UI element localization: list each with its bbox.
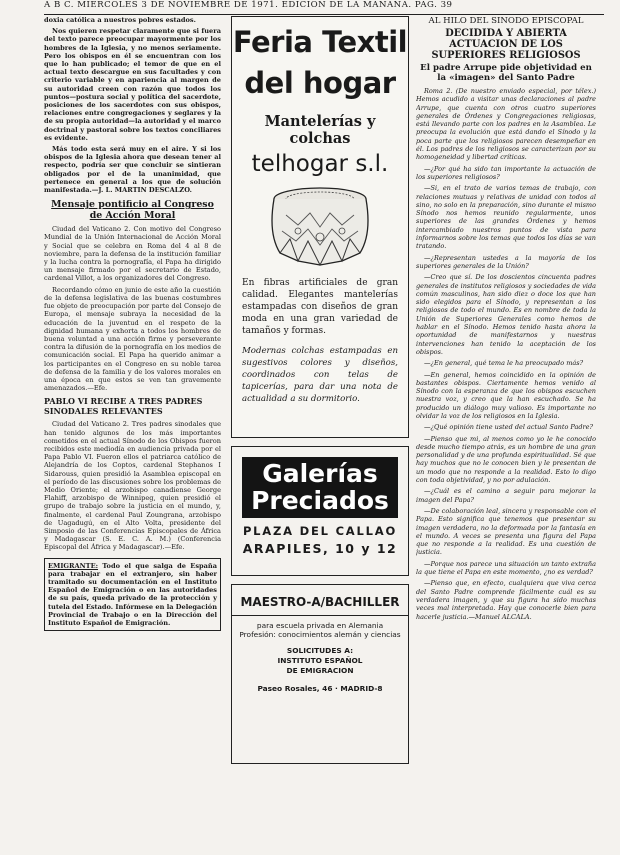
ad-title-line2: del hogar [244, 66, 396, 100]
right-paragraph: —Pienso que, en efecto, cualquiera que viva cerca del Santo Padre comprende fácilmente cuál es su verdadera imagen, y que su figura ha sido muchas veces mal interpretada. Hay que conocerle bien para hacerle justicia.—Manuel ALCALA. [416, 579, 596, 621]
right-paragraph: Roma 2. (De nuestro enviado especial, por télex.) Hemos acudido a visitar unas declaraciones al padre Arrupe, que cuenta con otros cuatro superiores generales de Órdenes y Congregaciones religiosas, está llevando parte con los padres en la Asamblea. Le preocupa la evolución que está dando el Sínodo y la poca parte que los religiosos parecen desempeñar en él. Los padres de los religiosos se caracterizan por su homogeneidad y libertad críticas. [416, 87, 596, 162]
left-headline-congress [44, 199, 221, 221]
left-headline-text: Mensaje pontificio al Congreso de Acción Moral [51, 199, 214, 222]
left-paragraph: doxia católica a nuestros pobres estados. [44, 16, 196, 24]
right-question: —Porque nos parece una situación un tanto extraña la que tiene el Papa en este momento, ¿no es verdad? [416, 559, 596, 577]
ad-title-line1: Feria Textil [232, 25, 408, 59]
maestro-ad-line: SOLICITUDES A: [286, 645, 354, 655]
right-question: —¿Representan ustedes a la mayoría de los superiores generales de la Unión? [416, 253, 596, 270]
tablecloth-illustration [258, 179, 382, 271]
right-subheadline: El padre Arrupe pide objetividad en la «imagen» del Santo Padre [420, 63, 592, 83]
right-column [416, 16, 596, 842]
maestro-bachiller-ad [231, 584, 409, 764]
right-paragraph: —De colaboración leal, sincera y responsable con el Papa. Esto significa que tenemos que presentar su imagen verdadera, no la deformada por la fantasía en el mundo. A veces se presenta una figura del Papa que no responde a la realidad. Es una cuestión de justicia. [416, 506, 596, 557]
emigrant-notice-text: Todo el que salga de España para trabajar en el extranjero, sin haber tramitado su documentación en el Instituto Español de Emigración o en las autoridades de su país, queda privado de la protección y tutela del Estado. Infórmese en la Delegación Provincial de Trabajo o en la Dirección del Instituto Español de Emigración. [48, 561, 217, 627]
maestro-ad-line: DE EMIGRACION [286, 666, 354, 675]
galerias-address-line2: ARAPILES, 10 y 12 [242, 541, 398, 556]
ad-italic-body: Modernas colchas estampadas en sugestivos colores y diseños, coordinados con telas de tapicerías, para dar una nota de actualidad a su dormitorio. [242, 346, 398, 404]
galerias-preciados-ad [231, 446, 409, 576]
ad-brand: telhogar s.l. [251, 151, 389, 177]
right-headline: DECIDIDA Y ABIERTA ACTUACION DE LOS SUPERIORES RELIGIOSOS [431, 28, 581, 61]
right-paragraph: —Si, en el trato de varios temas de trabajo, con relaciones mutuas y relativas de unidad con todos al sino, no solo en la preparación, sino durante el mismo Sínodo nos hemos reunido regularmente, unos superiores de las grandes Órdenes y hemos intercambiado nuestros puntos de vista para informarnos sobre los temas que todos los días se van tratando. [416, 184, 596, 251]
left-column [44, 16, 221, 842]
ad-body: En fibras artificiales de gran calidad. Elegantes mantelerías estampadas con diseños de gran moda en una gran variedad de tamaños y formas. [242, 278, 398, 336]
left-paragraph: Recordando cómo en junio de este año la cuestión de la defensa legislativa de las buenas costumbres fue objeto de preocupación por parte del Consejo de Europa, el mensaje subraya la necesidad de la educación de la juventud en el respeto de la dignidad humana y exhorta a todos los hombres de buena voluntad a una acción firme y perseverante contra la difusión de la pornografía en los medios de comunicación social. El Papa ha querido animar a los participantes en el Congreso en su noble tarea de defensa de la familia y de los valores morales en una época en que estos se ven tan gravemente amenazados.—Efe. [44, 285, 221, 393]
right-paragraph: —Pienso que mi, al menos como yo le he conocido desde mucho tiempo atrás, es un hombre de una gran personalidad y de una profunda espiritualidad. Sé que hay muchos que no le conocen bien y le presentan de un modo que no responde a la realidad. Esto lo digo con toda objetividad, y no por adulación. [416, 434, 596, 485]
right-paragraph: —En general, hemos coincidido en la opinión de bastantes obispos. Ciertamente hemos venido al Sínodo con la esperanza de que los obispos escuchen nuestra voz, y creo que la han escuchado. Se ha producido un diálogo muy valioso. Es importante no olvidar la voz de los religiosos en la Iglesia. [416, 370, 596, 420]
emigrant-notice-box [44, 558, 221, 632]
galerias-logo-band [242, 457, 398, 518]
maestro-ad-line: INSTITUTO ESPAÑOL [277, 656, 363, 666]
right-question: —¿Cuál es el camino a seguir para mejorar la imagen del Papa? [416, 487, 596, 504]
ad-products: Mantelerías y colchas [264, 113, 376, 147]
page-header: A B C. MIERCOLES 3 DE NOVIEMBRE DE 1971. EDICION DE LA MAÑANA. PAG. 39 [44, 0, 604, 15]
galerias-name-line2: Preciados [251, 486, 389, 515]
left-headline-paul-vi: PABLO VI RECIBE A TRES PADRES SINODALES RELEVANTES [44, 396, 203, 416]
maestro-ad-line: Profesión: conocimientos alemán y ciencias [239, 630, 401, 640]
galerias-address-line1: PLAZA DEL CALLAO [242, 524, 398, 538]
feria-textil-ad [231, 16, 409, 438]
emigrant-notice-lead: EMIGRANTE: [48, 561, 99, 570]
right-kicker: AL HILO DEL SINODO EPISCOPAL [428, 16, 584, 26]
left-paragraph: Ciudad del Vaticano 2. Con motivo del Congreso Mundial de la Unión Internacional de Acción Moral y Social que se celebra en Roma del 4 al 8 de noviembre, para la defensa de la institución familiar y la lucha contra la pornografía, el Papa ha dirigido un mensaje firmado por el secretario de Estado, cardenal Villot, a los organizadores del Congreso. [44, 225, 221, 283]
left-paragraph: Ciudad del Vaticano 2. Tres padres sinodales que han tenido algunos de los más importantes cometidos en el actual Sínodo de los Obispos fueron recibidos este mediodía en audiencia privada por el Papa Pablo VI. Fueron ellos el patriarca católico de Alejandría de los Coptos, cardenal Stephanos I Sidarouss, quien presidió la Asamblea episcopal en el período de las discusiones sobre los problemas de Medio Oriente; el arzobispo canadiense George Flahiff, arzobispo de Winnipeg, quien presidió el grupo de trabajo sobre la justicia en el mundo, y, finalmente, el cardenal Paul Zoungrana, arzobispo de Uagadugú, en el Alto Volta, presidente del Simposio de las Conferencias Episcopales de África y Madagascar (S. E. C. A. M.) (Conferencia Episcopal del África y Madagascar).—Efe. [44, 420, 221, 552]
maestro-ad-line: Paseo Rosales, 46 · MADRID-8 [257, 683, 383, 693]
right-question: —¿En general, qué tema le ha preocupado más? [424, 359, 584, 368]
maestro-ad-line: para escuela privada en Alemania [256, 621, 384, 630]
galerias-name-line1: Galerías [262, 459, 378, 488]
left-paragraph: Nos quieren respetar claramente que si fuera del texto parece preocupar mayormente por los hombres de la Iglesia, y no menos seriamente. Pero los obispos en él se encuentran con los que lo han publicado; el temor de que en el actual texto descargue en sus facultades y con criterio variable y en apariencia al margen de su autoridad creen con razón que todos los puntos—postura social y política del sacerdote, posiciones de los sacerdotes con sus obispos, relaciones entre congregaciones y seglares y la de su propia autoridad—la autoridad y el marco doctrinal y pastoral sobre los textos conciliares es evidente. [44, 27, 221, 142]
right-paragraph: —Creo que sí. De los doscientos cincuenta padres generales de institutos religiosos y sociedades de vida común masculinos, han sido diez o doce los que han sido elegidos para el Sínodo, y representan a los religiosos de todo el mundo. Es en nombre de toda la Unión de Superiores Generales como hemos de hablar en el Sínodo. Hemos tenido hasta ahora la oportunidad de manifestarnos y nuestras intervenciones han tenido la aceptación de los obispos. [416, 273, 596, 356]
middle-column [231, 16, 409, 842]
left-paragraph: Más todo esta será muy en el aire. Y si los obispos de la Iglesia ahora que desean tener al respecto, podría ser que concluir se sintieran obligados por el de la unanimidad, que pertenece en general a los que de solución manifestada.—J. L. MARTIN DESCALZO. [44, 145, 221, 195]
right-question: —¿Por qué ha sido tan importante la actuación de los superiores religiosos? [416, 164, 596, 181]
maestro-ad-title: MAESTRO-A/BACHILLER [232, 595, 408, 616]
right-question: —¿Qué opinión tiene usted del actual Santo Padre? [424, 423, 593, 432]
